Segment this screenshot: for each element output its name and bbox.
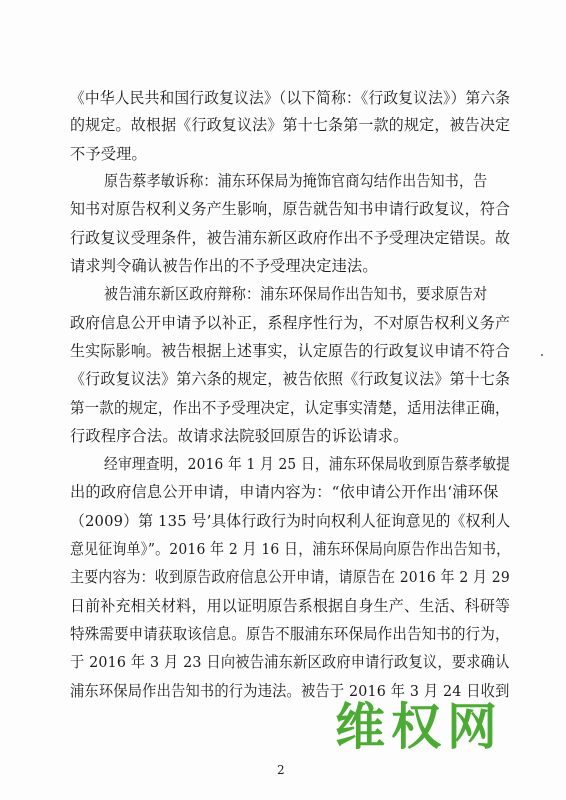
text-line: 的规定。故根据《行政复议法》第十七条第一款的规定，被告决定: [70, 116, 511, 134]
text-line: 行政程序合法。故请求法院驳回原告的诉讼请求。: [70, 427, 409, 445]
text-line: 出的政府信息公开申请，申请内容为：“依申请公开作出‘浦环保: [70, 483, 499, 501]
watermark-logo: 维权网: [335, 698, 503, 756]
text-line: 浦东环保局作出告知书的行为违法。被告于 2016 年 3 月 24 日收到: [70, 682, 510, 700]
text-line: 日前补充相关材料，用以证明原告系根据自身生产、生活、科研等: [70, 597, 511, 615]
paragraph-first-line: 被告浦东新区政府辩称：浦东环保局作出告知书，要求原告对: [104, 285, 488, 303]
text-line: 于 2016 年 3 月 23 日向被告浦东新区政府申请行政复议，要求确认: [70, 653, 510, 671]
text-line: 请求判令确认被告作出的不予受理决定违法。: [70, 257, 378, 275]
scan-speck: [541, 354, 543, 356]
text-line: 《中华人民共和国行政复议法》（以下简称：《行政复议法》）第六条: [70, 89, 511, 107]
text-line: 《行政复议法》第六条的规定，被告依照《行政复议法》第十七条: [70, 370, 511, 388]
text-line: 意见征询单》”。2016 年 2 月 16 日，浦东环保局向原告作出告知书，: [70, 540, 511, 558]
paragraph-first-line: 经审理查明，2016 年 1 月 25 日，浦东环保局收到原告蔡孝敏提: [104, 455, 511, 473]
text-line: 行政复议受理条件，被告浦东新区政府作出不予受理决定错误。故: [70, 229, 511, 247]
text-line: 主要内容为：收到原告政府信息公开申请，请原告在 2016 年 2 月 29: [70, 568, 510, 586]
paragraph-first-line: 原告蔡孝敏诉称：浦东环保局为掩饰官商勾结作出告知书，告: [104, 172, 488, 190]
page-number: 2: [277, 763, 285, 777]
text-line: 第一款的规定，作出不予受理决定，认定事实清楚，适用法律正确，: [70, 399, 510, 417]
text-line: 特殊需要申请获取该信息。原告不服浦东环保局作出告知书的行为，: [70, 625, 510, 643]
text-line: 知书对原告权利义务产生影响，原告就告知书申请行政复议，符合: [70, 200, 511, 218]
text-line: （2009）第 135 号’具体行政行为时向权利人征询意见的《权利人: [70, 512, 511, 530]
text-line: 不予受理。: [70, 145, 147, 163]
text-line: 生实际影响。被告根据上述事实，认定原告的行政复议申请不符合: [70, 342, 511, 360]
text-line: 政府信息公开申请予以补正，系程序性行为，不对原告权利义务产: [70, 314, 511, 332]
